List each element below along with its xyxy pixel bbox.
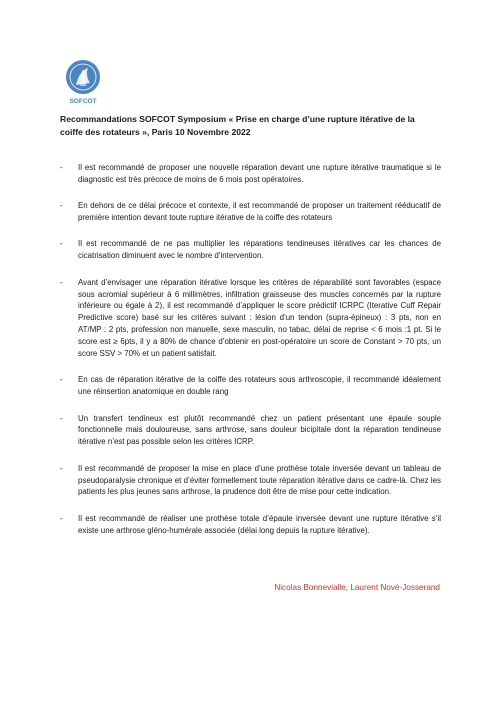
sofcot-logo	[62, 58, 104, 108]
list-item	[60, 162, 441, 186]
list-item-text: Il est recommandé de ne pas multiplier les réparations tendineuses itératives car les chances de cicatrisation diminuent avec le nombre d’intervention.	[78, 239, 441, 261]
document-title: Recommandations SOFCOT Symposium « Prise en charge d’une rupture itérative de la coiffe des rotateurs », Paris 10 Novembre 2022	[60, 114, 415, 137]
list-item	[60, 238, 441, 262]
bullet-dash: -	[60, 163, 63, 172]
list-item	[60, 413, 441, 449]
list-item	[60, 374, 441, 398]
author-signature: Nicolas Bonnevialle, Laurent Nové-Josserand	[274, 583, 440, 592]
list-item	[60, 463, 441, 499]
svg-text:SOFCOT: SOFCOT	[69, 98, 97, 105]
list-item-text: Avant d’envisager une réparation itérative lorsque les critères de réparabilité sont favorables (espace sous acromial supérieur à 6 millimètres, infiltration graisseuse des muscles concernés par la rupture inférieure ou égale à 2), il est recommandé d’appliquer le score prédictif ICRPC (Iterative Cuff Repair Predictive score) basé sur les critères suivant : lésion d’un tendon (supra-épineux) : 3 pts, non en AT/MP : 2 pts, profession non manuelle, sexe masculin, no tabac, délai de reprise < 6 mois :1 pt. Si le score est ≥ 6pts, il y a 80% de chance d’obtenir en post-opératoire un score de Constant > 70 pts, un score SSV > 70% et un patient satisfait.	[78, 277, 441, 359]
list-item	[60, 200, 441, 224]
bullet-dash: -	[60, 375, 63, 385]
list-item-text: Il est recommandé de proposer la mise en place d’une prothèse totale inversée devant un tableau de pseudoparalysie chronique et d’éviter formellement toute réparation itérative dans ce cadre-là. Chez les patients les plus jeunes sans arthrose, la prudence doit être de mise pour cette indication.	[78, 463, 441, 497]
bullet-dash: -	[60, 201, 63, 211]
list-item-text: En cas de réparation itérative de la coiffe des rotateurs sous arthroscopie, il recommandé idéalement une réinsertion anatomique en double rang	[78, 375, 441, 397]
list-item	[60, 513, 441, 537]
bullet-dash: -	[60, 277, 63, 287]
list-item-text: Il est recommandé de proposer une nouvelle réparation devant une rupture itérative traumatique si le diagnostic est très précoce de moins de 6 mois post opératoires.	[78, 163, 441, 184]
bullet-dash: -	[60, 413, 63, 423]
bullet-dash: -	[60, 239, 63, 249]
recommendation-list	[60, 162, 441, 551]
list-item	[60, 277, 441, 360]
list-item-text: Un transfert tendineux est plutôt recommandé chez un patient présentant une épaule souple fonctionnelle mais douloureuse, sans arthrose, sans douleur bicipitale dont la réparation tendineuse itérative n’est pas possible selon les critères ICRP.	[78, 413, 441, 447]
bullet-dash: -	[60, 513, 63, 523]
list-item-text: En dehors de ce délai précoce et contexte, il est recommandé de proposer un traitement rééducatif de première intention devant toute rupture itérative de la coiffe des rotateurs	[78, 201, 441, 223]
bullet-dash: -	[60, 463, 63, 473]
list-item-text: Il est recommandé de réaliser une prothèse totale d’épaule inversée devant une rupture itérative s’il existe une arthrose gléno-humérale associée (délai long depuis la rupture itérative).	[78, 513, 441, 535]
